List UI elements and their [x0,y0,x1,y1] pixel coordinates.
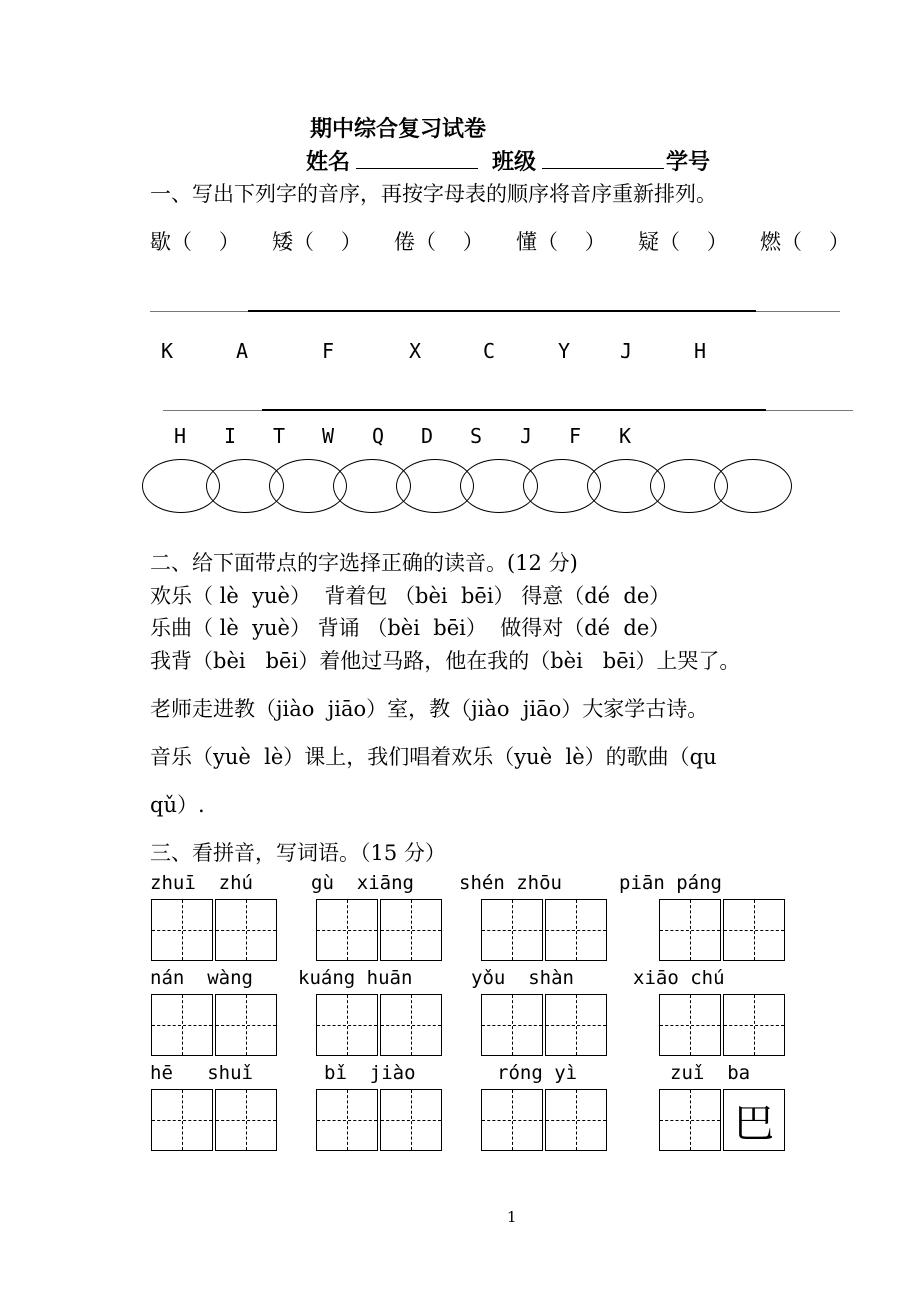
writing-grid-cell[interactable] [151,899,213,961]
answer-line [262,409,766,411]
letter: D [421,424,434,448]
written-character: 巴 [724,1090,784,1150]
writing-grid-cell[interactable] [723,994,785,1056]
page-number: 1 [507,1208,517,1226]
pinyin-label: kuáng huān [298,967,413,989]
writing-grid-cell[interactable] [316,994,378,1056]
answer-line [248,310,756,312]
pinyin-label: gù xiāng [311,872,414,894]
class-blank-line [542,168,664,169]
writing-grid-cell[interactable] [545,1089,607,1151]
pinyin-label: zuǐ ba [670,1062,751,1084]
writing-grid-cell[interactable] [215,899,277,961]
letter: X [409,339,422,363]
letter: Q [372,424,385,448]
letter: A [236,339,249,363]
letter: W [322,424,335,448]
writing-grid-cell[interactable] [659,1089,721,1151]
char-item: 矮（ ） [272,230,362,254]
writing-grid-cell[interactable] [215,994,277,1056]
student-id-label: 学号 [666,149,711,175]
pinyin-label: shén zhōu [459,872,562,894]
writing-grid-cell[interactable] [151,994,213,1056]
question-line: 乐曲（ lè yuè） 背诵 （bèi bēi） 做得对（dé de） [150,616,671,640]
letter: F [569,424,582,448]
char-item: 燃（ ） [760,230,850,254]
pinyin-label: yǒu shàn [471,967,574,989]
question-line: 音乐（yuè lè）课上，我们唱着欢乐（yuè lè）的歌曲（qu [150,745,717,769]
letter: I [224,424,237,448]
pinyin-label: piān páng [619,872,722,894]
pinyin-label: hē shuǐ [150,1062,253,1084]
writing-grid-cell[interactable] [545,899,607,961]
char-item: 疑（ ） [638,230,728,254]
pinyin-label: zhuī zhú [150,872,253,894]
letter: C [483,339,496,363]
question-line: 我背（bèi bēi）着他过马路，他在我的（bèi bēi）上哭了。 [150,649,741,673]
exam-title: 期中综合复习试卷 [310,116,487,142]
writing-grid-cell[interactable] [659,994,721,1056]
name-label: 姓名 [306,149,351,175]
pinyin-label: bǐ jiào [324,1062,416,1084]
writing-grid-cell[interactable] [316,1089,378,1151]
writing-grid-cell[interactable] [380,1089,442,1151]
answer-oval[interactable] [714,459,792,513]
char-item: 歇（ ） [150,230,240,254]
writing-grid-cell[interactable] [380,899,442,961]
section-1-heading: 一、写出下列字的音序，再按字母表的顺序将音序重新排列。 [150,182,717,206]
class-label: 班级 [492,149,537,175]
section-2-heading: 二、给下面带点的字选择正确的读音。(12 分) [150,551,578,575]
letter: Y [558,339,571,363]
pinyin-label: róng yì [497,1062,578,1084]
writing-grid-cell[interactable] [545,994,607,1056]
question-line: qǔ）. [150,793,205,817]
writing-grid-cell[interactable] [215,1089,277,1151]
writing-grid-cell[interactable] [151,1089,213,1151]
writing-grid-cell-filled[interactable] [723,1089,785,1151]
letter: K [161,339,174,363]
pinyin-label: nán wàng [150,967,253,989]
letter: J [620,339,633,363]
writing-grid-cell[interactable] [481,1089,543,1151]
writing-grid-cell[interactable] [723,899,785,961]
letter: K [619,424,632,448]
writing-grid-cell[interactable] [659,899,721,961]
writing-grid-cell[interactable] [481,994,543,1056]
name-blank-line [356,168,478,169]
letter: H [694,339,707,363]
writing-grid-cell[interactable] [380,994,442,1056]
char-item: 懂（ ） [516,230,606,254]
pinyin-label: xiāo chú [633,967,725,989]
char-item: 倦（ ） [394,230,484,254]
letter: S [470,424,483,448]
question-line: 老师走进教（jiào jiāo）室，教（jiào jiāo）大家学古诗。 [150,697,709,721]
question-line: 欢乐（ lè yuè） 背着包 （bèi bēi） 得意（dé de） [150,584,671,608]
writing-grid-cell[interactable] [481,899,543,961]
letter: H [174,424,187,448]
writing-grid-cell[interactable] [316,899,378,961]
section-3-heading: 三、看拼音，写词语。（15 分） [150,841,446,865]
letter: T [273,424,286,448]
letter: F [322,339,335,363]
letter: J [520,424,533,448]
